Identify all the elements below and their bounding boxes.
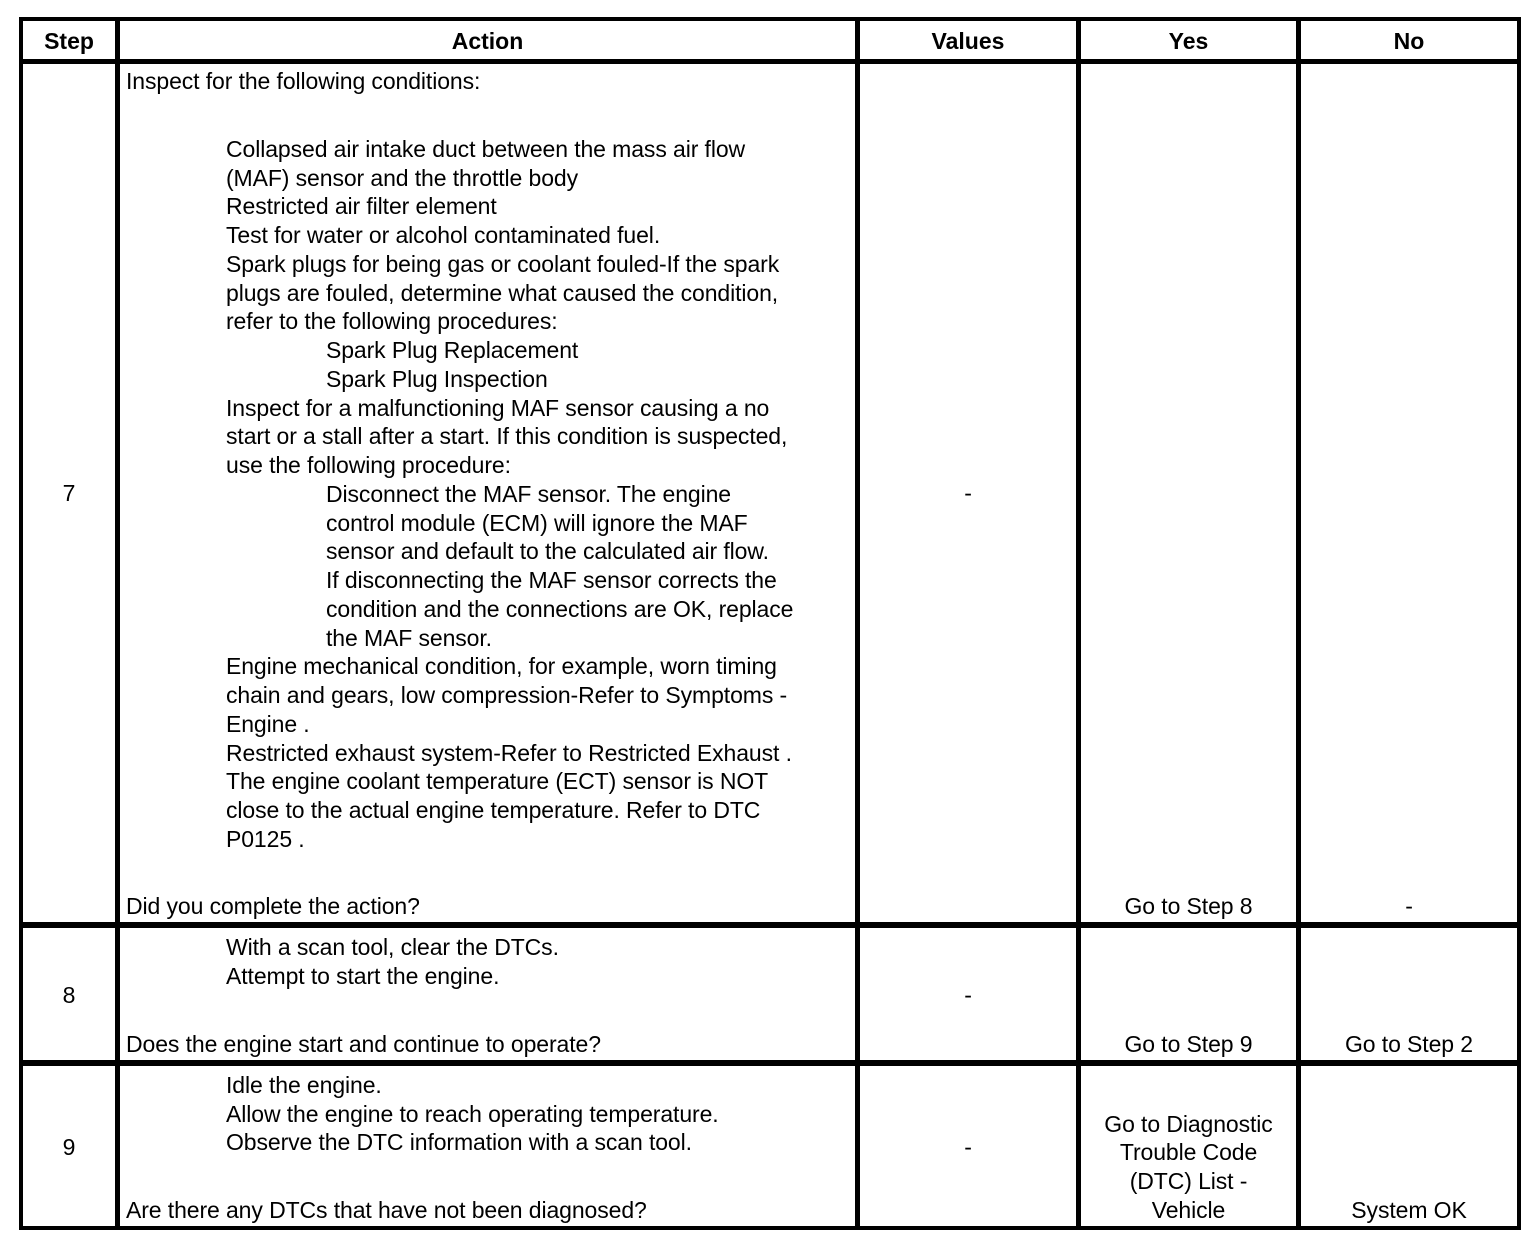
- step-number: 9: [62, 1134, 76, 1160]
- action-subline: sensor and default to the calculated air flow.: [326, 538, 769, 564]
- header-no: No: [1393, 28, 1425, 54]
- action-line: refer to the following procedures:: [226, 308, 558, 334]
- action-subline: Spark Plug Replacement: [326, 337, 579, 363]
- yes-cell: Go to Step 8: [1124, 893, 1253, 919]
- action-line: plugs are fouled, determine what caused the condition,: [226, 280, 779, 306]
- action-subline: Spark Plug Inspection: [326, 366, 548, 392]
- header-values: Values: [931, 28, 1005, 54]
- header-step: Step: [44, 28, 94, 54]
- action-line: Inspect for a malfunctioning MAF sensor causing a no: [226, 395, 770, 421]
- values-cell: -: [964, 1134, 972, 1160]
- action-line: Observe the DTC information with a scan tool.: [226, 1129, 692, 1155]
- column-divider: [115, 17, 120, 1230]
- no-cell: -: [1405, 893, 1413, 919]
- border-right: [1517, 17, 1521, 1230]
- action-line: Allow the engine to reach operating temperature.: [226, 1101, 719, 1127]
- action-subline: the MAF sensor.: [326, 625, 492, 651]
- action-line: The engine coolant temperature (ECT) sensor is NOT: [226, 768, 769, 794]
- action-line: use the following procedure:: [226, 452, 511, 478]
- values-cell: -: [964, 982, 972, 1008]
- step-number: 8: [62, 982, 76, 1008]
- yes-cell-line: (DTC) List -: [1129, 1168, 1248, 1194]
- yes-cell-line: Vehicle: [1151, 1197, 1226, 1223]
- values-cell: -: [964, 480, 972, 506]
- action-line: Restricted exhaust system-Refer to Restricted Exhaust .: [226, 740, 792, 766]
- action-line: Collapsed air intake duct between the mass air flow: [226, 136, 746, 162]
- action-subline: condition and the connections are OK, replace: [326, 596, 794, 622]
- action-subline: control module (ECM) will ignore the MAF: [326, 510, 748, 536]
- action-line: Engine mechanical condition, for example, worn timing: [226, 653, 777, 679]
- action-line: With a scan tool, clear the DTCs.: [226, 934, 559, 960]
- action-line: close to the actual engine temperature. Refer to DTC: [226, 797, 761, 823]
- action-line: Restricted air filter element: [226, 193, 497, 219]
- action-subline: Disconnect the MAF sensor. The engine: [326, 481, 731, 507]
- action-line: Attempt to start the engine.: [226, 963, 500, 989]
- yes-cell: Go to Step 9: [1124, 1031, 1253, 1057]
- action-line: Test for water or alcohol contaminated fuel.: [226, 222, 661, 248]
- step-number: 7: [62, 480, 76, 506]
- action-question: Does the engine start and continue to operate?: [126, 1031, 601, 1057]
- yes-cell-line: Go to Diagnostic: [1104, 1111, 1273, 1137]
- action-subline: If disconnecting the MAF sensor corrects the: [326, 567, 777, 593]
- action-line: start or a stall after a start. If this condition is suspected,: [226, 423, 788, 449]
- no-cell: Go to Step 2: [1345, 1031, 1473, 1057]
- header-action: Action: [451, 28, 524, 54]
- action-line: Idle the engine.: [226, 1072, 382, 1098]
- column-divider: [855, 17, 860, 1230]
- no-cell: System OK: [1351, 1197, 1467, 1223]
- action-line: chain and gears, low compression-Refer to Symptoms -: [226, 682, 788, 708]
- border-left: [19, 17, 23, 1230]
- header-yes: Yes: [1168, 28, 1209, 54]
- action-question: Did you complete the action?: [126, 893, 420, 919]
- action-line: P0125 .: [226, 826, 305, 852]
- yes-cell-line: Trouble Code: [1119, 1139, 1258, 1165]
- action-line: (MAF) sensor and the throttle body: [226, 165, 578, 191]
- action-line: Engine .: [226, 711, 310, 737]
- action-question: Are there any DTCs that have not been diagnosed?: [126, 1197, 647, 1223]
- action-intro: Inspect for the following conditions:: [126, 68, 481, 94]
- action-line: Spark plugs for being gas or coolant fouled-If the spark: [226, 251, 780, 277]
